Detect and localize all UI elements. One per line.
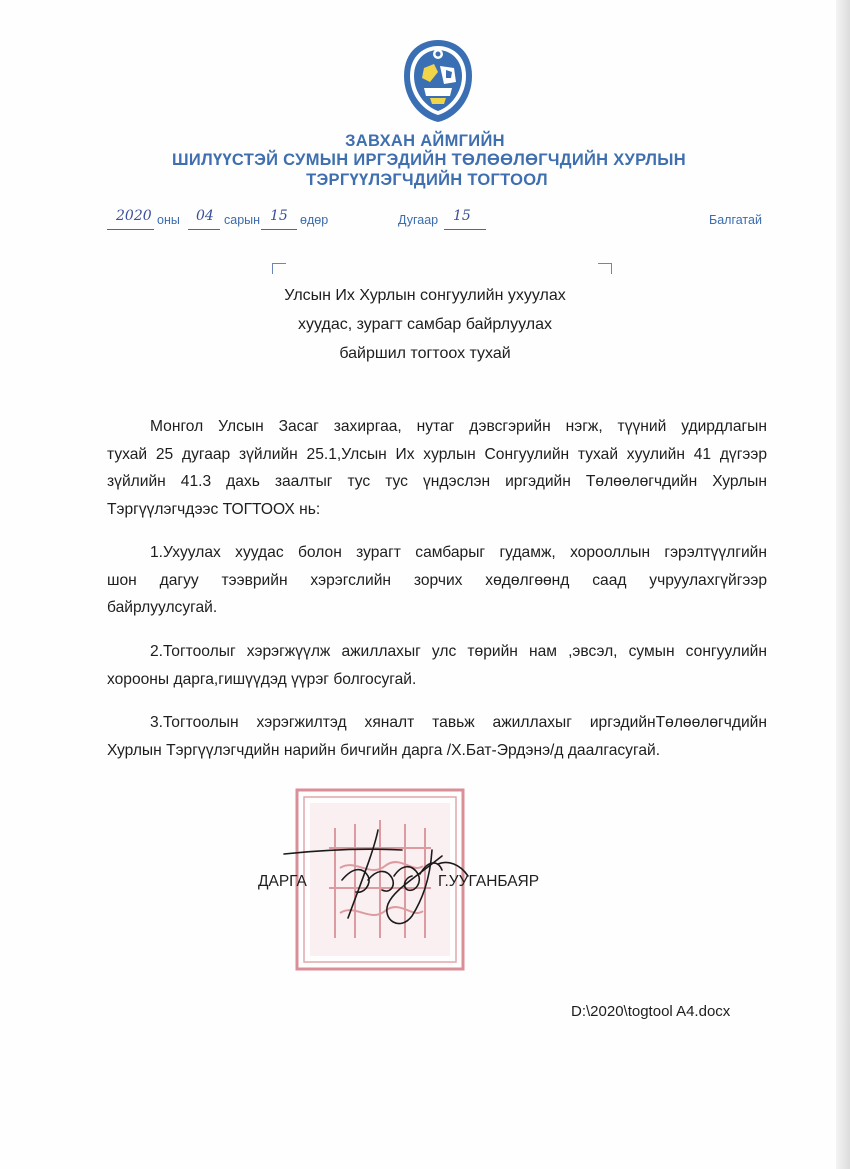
resolution-item-1 xyxy=(107,539,767,622)
item-line: Хурлын Тэргүүлэгчдийн нарийн бичгийн дарга /Х.Бат-Эрдэнэ/д даалгасугай. xyxy=(107,741,661,759)
date-year-suffix: оны xyxy=(157,213,180,227)
item-line: 1.Ухуулах хуудас болон зурагт самбарыг гудамж, хорооллын гэрэлтүүлгийн xyxy=(150,544,767,561)
number-label: Дугаар xyxy=(398,213,439,227)
bracket-right xyxy=(598,263,612,274)
resolution-number: 15 xyxy=(453,208,471,224)
place-name: Балгатай xyxy=(709,213,762,227)
item-line: хорооны дарга,гишүүдэд үүрэг болгосугай. xyxy=(107,670,417,688)
file-path-footer: D:\2020\togtool A4.docx xyxy=(571,1003,731,1020)
date-day: 15 xyxy=(270,208,288,224)
signatory-title: ДАРГА xyxy=(258,873,307,890)
preamble-line: зүйлийн 41.3 дахь заалтыг тус тус үндэслэн иргэдийн Төлөөлөгчдийн Хурлын xyxy=(107,473,767,490)
item-line: 3.Тогтоолын хэрэгжилтэд хяналт тавьж ажиллахыг иргэдийнТөлөөлөгчдийн xyxy=(150,714,767,731)
resolution-item-3 xyxy=(107,709,767,764)
header-council: ШИЛҮҮСТЭЙ СУМЫН ИРГЭДИЙН ТӨЛӨӨЛӨГЧДИЙН ХУРЛЫН xyxy=(172,151,686,169)
date-day-suffix: өдөр xyxy=(300,213,329,227)
item-line: 2.Тогтоолыг хэрэгжүүлж ажиллахыг улс төрийн нам ,эвсэл, сумын сонгуулийн xyxy=(150,643,767,660)
preamble-line: Тэргүүлэгчдээс ТОГТООХ нь: xyxy=(107,500,321,518)
header-resolution: ТЭРГҮҮЛЭГЧДИЙН ТОГТООЛ xyxy=(306,171,548,189)
resolution-item-2 xyxy=(107,638,767,693)
date-month: 04 xyxy=(196,208,214,224)
item-line: байрлуулсугай. xyxy=(107,599,218,616)
item-line: шон дагуу тээврийн хэрэгслийн зорчих хөдөлгөөнд саад учруулахгүйгээр xyxy=(107,571,767,589)
subject-line-3: байршил тогтоох тухай xyxy=(339,345,511,362)
subject-line-2: хуудас, зурагт самбар байрлуулах xyxy=(298,316,552,333)
signatory-name: Г.УУГАНБАЯР xyxy=(438,873,540,890)
preamble-line: Монгол Улсын Засаг захиргаа, нутаг дэвсгэрийн нэгж, түүний удирдлагын xyxy=(150,418,767,435)
header-aimag: ЗАВХАН АЙМГИЙН xyxy=(345,132,505,150)
date-month-suffix: сарын xyxy=(224,213,261,227)
state-emblem-icon xyxy=(400,38,476,124)
bracket-left xyxy=(272,263,286,274)
date-year: 2020 xyxy=(116,208,152,224)
subject-line-1: Улсын Их Хурлын сонгуулийн ухуулах xyxy=(284,287,566,304)
preamble-paragraph xyxy=(107,413,767,523)
preamble-line: тухай 25 дугаар зүйлийн 25.1,Улсын Их хурлын Сонгуулийн тухай хуулийн 41 дүгээр xyxy=(107,445,767,463)
